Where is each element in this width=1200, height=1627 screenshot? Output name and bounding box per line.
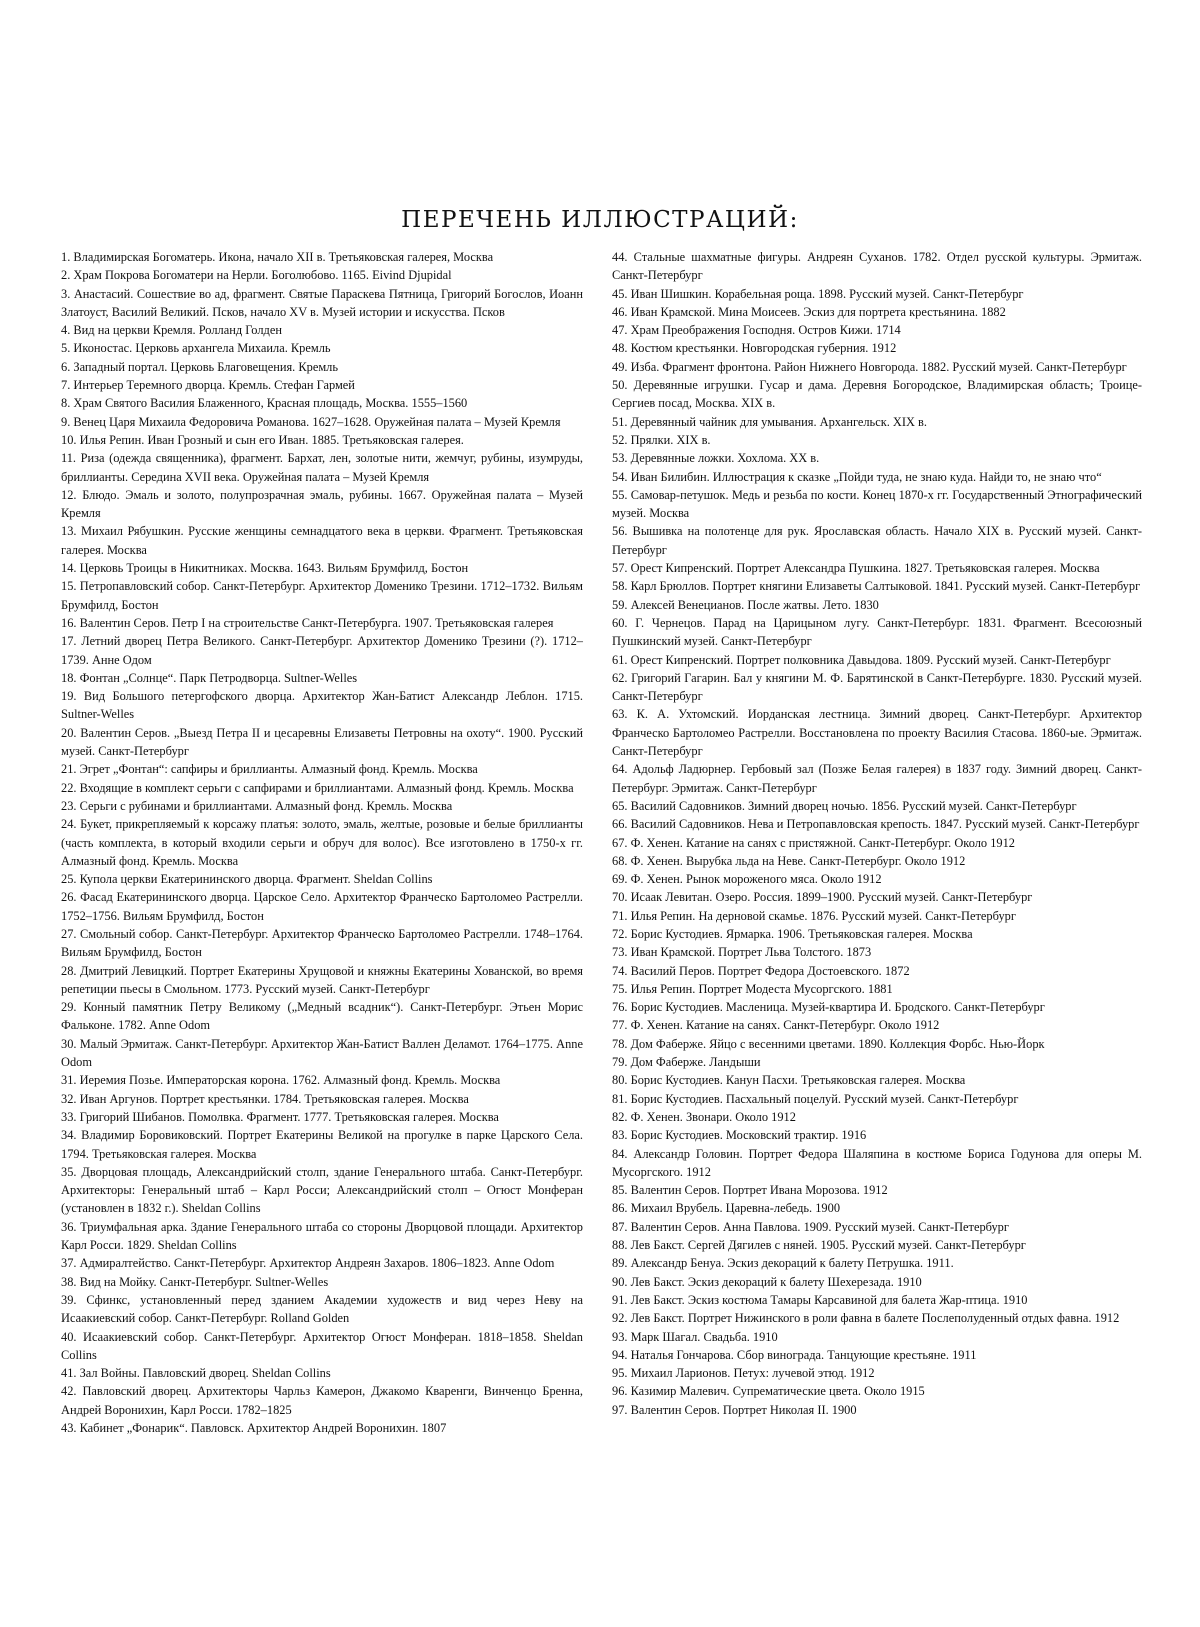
illustration-entry: 67. Ф. Хенен. Катание на санях с пристяжной. Санкт-Петербург. Около 1912 — [612, 835, 1015, 850]
illustration-entry: 13. Михаил Рябушкин. Русские женщины семнадцатого века в церкви. Фрагмент. Третьяковская галерея. Москва — [61, 524, 583, 557]
illustration-entry: 96. Казимир Малевич. Супрематические цвета. Около 1915 — [612, 1384, 925, 1399]
illustration-entry: 45. Иван Шишкин. Корабельная роща. 1898. Русский музей. Санкт-Петербург — [612, 286, 1024, 301]
illustration-entry: 3. Анастасий. Сошествие во ад, фрагмент. Святые Параскева Пятница, Григорий Богослов, Иоанн Златоуст, Василий Великий. Псков, начало XV в. Музей истории и искусства. Псков — [61, 286, 583, 319]
illustration-entry: 64. Адольф Ладюрнер. Гербовый зал (Позже Белая галерея) в 1837 году. Зимний дворец. Санкт-Петербург. Эрмитаж. Санкт-Петербург — [612, 762, 1142, 795]
illustration-entry: 15. Петропавловский собор. Санкт-Петербург. Архитектор Доменико Трезини. 1712–1732. Вильям Брумфилд, Бостон — [61, 579, 583, 612]
illustration-entry: 49. Изба. Фрагмент фронтона. Район Нижнего Новгорода. 1882. Русский музей. Санкт-Петербург — [612, 359, 1127, 374]
illustration-entry: 34. Владимир Боровиковский. Портрет Екатерины Великой на прогулке в парке Царского Села. 1794. Третьяковская галерея. Москва — [61, 1128, 583, 1161]
illustration-entry: 84. Александр Головин. Портрет Федора Шаляпина в костюме Бориса Годунова для оперы М. Мусоргского. 1912 — [612, 1146, 1142, 1179]
illustration-entry: 12. Блюдо. Эмаль и золото, полупрозрачная эмаль, рубины. 1667. Оружейная палата – Музей Кремля — [61, 487, 583, 521]
illustration-entry: 38. Вид на Мойку. Санкт-Петербург. Sultner-Welles — [61, 1274, 329, 1289]
illustration-entry: 37. Адмиралтейство. Санкт-Петербург. Архитектор Андреян Захаров. 1806–1823. Anne Odom — [61, 1256, 555, 1271]
illustration-entry: 2. Храм Покрова Богоматери на Нерли. Боголюбово. 1165. Eivind Djupidal — [61, 268, 452, 283]
illustration-entry: 31. Иеремия Позье. Императорская корона. 1762. Алмазный фонд. Кремль. Москва — [61, 1073, 501, 1088]
illustration-entry: 53. Деревянные ложки. Хохлома. XX в. — [612, 451, 820, 466]
illustration-entry: 94. Наталья Гончарова. Сбор винограда. Танцующие крестьяне. 1911 — [612, 1347, 977, 1362]
illustration-entry: 62. Григорий Гагарин. Бал у княгини М. Ф. Барятинской в Санкт-Петербурге. 1830. Русский музей. Санкт-Петербург — [612, 670, 1142, 704]
illustration-entry: 66. Василий Садовников. Нева и Петропавловская крепость. 1847. Русский музей. Санкт-Петербург — [612, 817, 1140, 832]
illustration-entry: 90. Лев Бакст. Эскиз декораций к балету Шехерезада. 1910 — [612, 1274, 922, 1289]
illustration-entry: 27. Смольный собор. Санкт-Петербург. Архитектор Франческо Бартоломео Растрелли. 1748–1764. Вильям Брумфилд, Бостон — [61, 926, 583, 960]
illustration-entry: 20. Валентин Серов. „Выезд Петра II и цесаревны Елизаветы Петровны на охоту“. 1900. Русский музей. Санкт-Петербург — [61, 725, 583, 759]
illustration-entry: 75. Илья Репин. Портрет Модеста Мусоргского. 1881 — [612, 981, 893, 996]
illustration-entry: 58. Карл Брюллов. Портрет княгини Елизаветы Салтыковой. 1841. Русский музей. Санкт-Петербург — [612, 579, 1141, 594]
illustration-entry: 47. Храм Преображения Господня. Остров Кижи. 1714 — [612, 323, 901, 338]
illustration-entry: 10. Илья Репин. Иван Грозный и сын его Иван. 1885. Третьяковская галерея. — [61, 432, 464, 447]
illustration-entry: 85. Валентин Серов. Портрет Ивана Морозова. 1912 — [612, 1183, 888, 1198]
illustration-entry: 57. Орест Кипренский. Портрет Александра Пушкина. 1827. Третьяковская галерея. Москва — [612, 561, 1100, 576]
illustration-entry: 76. Борис Кустодиев. Масленица. Музей-квартира И. Бродского. Санкт-Петербург — [612, 1000, 1045, 1015]
illustration-entry: 91. Лев Бакст. Эскиз костюма Тамары Карсавиной для балета Жар-птица. 1910 — [612, 1292, 1028, 1307]
page-title: ПЕРЕЧЕНЬ ИЛЛЮСТРАЦИЙ: — [401, 207, 799, 234]
illustration-entry: 40. Исаакиевский собор. Санкт-Петербург. Архитектор Огюст Монферан. 1818–1858. Sheldan Collins — [61, 1329, 583, 1362]
illustration-entry: 50. Деревянные игрушки. Гусар и дама. Деревня Богородское, Владимирская область; Троице-Сергиев посад, Москва. XIX в. — [612, 378, 1142, 411]
illustration-entry: 25. Купола церкви Екатерининского дворца. Фрагмент. Sheldan Collins — [61, 872, 433, 887]
illustration-entry: 28. Дмитрий Левицкий. Портрет Екатерины Хрущовой и княжны Екатерины Хованской, во время репетиции пьесы в Смольном. 1773. Русский музей. Санкт-Петербург — [61, 963, 583, 996]
illustration-entry: 23. Серьги с рубинами и бриллиантами. Алмазный фонд. Кремль. Москва — [61, 798, 453, 813]
illustration-entry: 86. Михаил Врубель. Царевна-лебедь. 1900 — [612, 1201, 841, 1216]
illustration-entry: 83. Борис Кустодиев. Московский трактир. 1916 — [612, 1128, 867, 1143]
illustration-entry: 93. Марк Шагал. Свадьба. 1910 — [612, 1329, 778, 1344]
illustration-entry: 7. Интерьер Теремного дворца. Кремль. Стефан Гармей — [61, 378, 355, 393]
illustration-entry: 87. Валентин Серов. Анна Павлова. 1909. Русский музей. Санкт-Петербург — [612, 1219, 1009, 1234]
illustration-entry: 65. Василий Садовников. Зимний дворец ночью. 1856. Русский музей. Санкт-Петербург — [612, 798, 1077, 813]
illustration-entry: 26. Фасад Екатерининского дворца. Царское Село. Архитектор Франческо Бартоломео Растрелли. 1752–1756. Вильям Брумфилд, Бостон — [61, 890, 583, 923]
illustration-entry: 56. Вышивка на полотенце для рук. Ярославская область. Начало XIX в. Русский музей. Санкт-Петербург — [612, 524, 1142, 557]
illustration-entry: 48. Костюм крестьянки. Новгородская губерния. 1912 — [612, 341, 897, 356]
illustration-entry: 52. Прялки. XIX в. — [612, 432, 711, 447]
illustration-entry: 55. Самовар-петушок. Медь и резьба по кости. Конец 1870-х гг. Государственный Этнографический музей. Москва — [612, 487, 1142, 521]
illustration-entry: 41. Зал Войны. Павловский дворец. Sheldan Collins — [61, 1366, 331, 1381]
illustrations-list-left — [61, 248, 583, 1437]
illustration-entry: 95. Михаил Ларионов. Петух: лучевой этюд. 1912 — [612, 1366, 875, 1381]
illustration-entry: 39. Сфинкс, установленный перед зданием Академии художеств и вид через Неву на Исаакиевский собор. Санкт-Петербург. Rolland Golden — [61, 1292, 583, 1326]
illustration-entry: 44. Стальные шахматные фигуры. Андреян Суханов. 1782. Отдел русской культуры. Эрмитаж. Санкт-Петербург — [612, 250, 1142, 283]
illustration-entry: 71. Илья Репин. На дерновой скамье. 1876. Русский музей. Санкт-Петербург — [612, 908, 1016, 923]
illustration-entry: 5. Иконостас. Церковь архангела Михаила. Кремль — [61, 341, 331, 356]
illustration-entry: 35. Дворцовая площадь, Александрийский столп, здание Генерального штаба. Санкт-Петербург. Архитекторы: Генеральный штаб – Карл Росси; Александрийский столп – Огюст Монферан (установлен в 1832 г.). Sheldan Collins — [61, 1164, 583, 1216]
illustration-entry: 77. Ф. Хенен. Катание на санях. Санкт-Петербург. Около 1912 — [612, 1018, 940, 1033]
illustration-entry: 22. Входящие в комплект серьги с сапфирами и бриллиантами. Алмазный фонд. Кремль. Москва — [61, 780, 574, 795]
illustration-entry: 60. Г. Чернецов. Парад на Царицыном лугу. Санкт-Петербург. 1831. Фрагмент. Всесоюзный Пушкинский музей. Санкт-Петербург — [612, 615, 1142, 649]
illustration-entry: 4. Вид на церкви Кремля. Ролланд Голден — [61, 323, 282, 338]
illustration-entry: 21. Эгрет „Фонтан“: сапфиры и бриллианты. Алмазный фонд. Кремль. Москва — [61, 762, 478, 777]
illustration-entry: 29. Конный памятник Петру Великому („Медный всадник“). Санкт-Петербург. Этьен Морис Фальконе. 1782. Anne Odom — [61, 1000, 583, 1033]
illustration-entry: 82. Ф. Хенен. Звонари. Около 1912 — [612, 1109, 796, 1124]
illustration-entry: 1. Владимирская Богоматерь. Икона, начало XII в. Третьяковская галерея, Москва — [61, 250, 494, 264]
illustration-entry: 14. Церковь Троицы в Никитниках. Москва. 1643. Вильям Брумфилд, Бостон — [61, 561, 469, 576]
illustration-entry: 69. Ф. Хенен. Рынок мороженого мяса. Около 1912 — [612, 872, 882, 887]
illustration-entry: 19. Вид Большого петергофского дворца. Архитектор Жан-Батист Александр Леблон. 1715. Sultner-Welles — [61, 689, 583, 722]
illustration-entry: 59. Алексей Венецианов. После жатвы. Лето. 1830 — [612, 597, 879, 612]
illustration-entry: 73. Иван Крамской. Портрет Льва Толстого. 1873 — [612, 945, 872, 960]
illustration-entry: 9. Венец Царя Михаила Федоровича Романова. 1627–1628. Оружейная палата – Музей Кремля — [61, 414, 561, 429]
illustration-entry: 46. Иван Крамской. Мина Моисеев. Эскиз для портрета крестьянина. 1882 — [612, 304, 1006, 319]
illustration-entry: 92. Лев Бакст. Портрет Нижинского в роли фавна в балете Послеполуденный отдых фавна. 1912 — [612, 1311, 1120, 1326]
illustration-entry: 80. Борис Кустодиев. Канун Пасхи. Третьяковская галерея. Москва — [612, 1073, 966, 1088]
illustration-entry: 11. Риза (одежда священника), фрагмент. Бархат, лен, золотые нити, жемчуг, рубины, изумруды, бриллианты. Середина XVII века. Оружейная палата – Музей Кремля — [61, 451, 583, 484]
illustration-entry: 36. Триумфальная арка. Здание Генерального штаба со стороны Дворцовой площади. Архитектор Карл Росси. 1829. Sheldan Collins — [61, 1219, 583, 1253]
illustration-entry: 24. Букет, прикрепляемый к корсажу платья: золото, эмаль, желтые, розовые и белые бриллианты (часть комплекта, в который входили серьги и обруч для волос). Все изготовлено в 1750-х гг. Алмазный фонд. Кремль. Москва — [61, 817, 583, 868]
illustration-entry: 17. Летний дворец Петра Великого. Санкт-Петербург. Архитектор Доменико Трезини (?). 1712–1739. Анне Одом — [61, 634, 583, 667]
illustration-entry: 63. К. А. Ухтомский. Иорданская лестница. Зимний дворец. Санкт-Петербург. Архитектор Франческо Бартоломео Растрелли. Восстановлена по проекту Василия Стасова. 1860-ые. Эрмитаж. Санкт-Петербург — [612, 707, 1142, 759]
illustration-entry: 32. Иван Аргунов. Портрет крестьянки. 1784. Третьяковская галерея. Москва — [61, 1091, 469, 1106]
illustrations-list-right — [612, 248, 1142, 1419]
illustration-entry: 72. Борис Кустодиев. Ярмарка. 1906. Третьяковская галерея. Москва — [612, 926, 973, 941]
illustration-entry: 97. Валентин Серов. Портрет Николая II. 1900 — [612, 1402, 857, 1417]
illustration-entry: 42. Павловский дворец. Архитекторы Чарльз Камерон, Джакомо Кваренги, Винченцо Бренна, Андрей Воронихин, Карл Росси. 1782–1825 — [61, 1384, 583, 1417]
illustration-entry: 33. Григорий Шибанов. Помолвка. Фрагмент. 1777. Третьяковская галерея. Москва — [61, 1109, 499, 1124]
illustration-entry: 61. Орест Кипренский. Портрет полковника Давыдова. 1809. Русский музей. Санкт-Петербург — [612, 652, 1111, 667]
illustration-entry: 51. Деревянный чайник для умывания. Архангельск. XIX в. — [612, 414, 927, 429]
illustration-entry: 88. Лев Бакст. Сергей Дягилев с няней. 1905. Русский музей. Санкт-Петербург — [612, 1238, 1026, 1253]
illustration-entry: 70. Исаак Левитан. Озеро. Россия. 1899–1900. Русский музей. Санкт-Петербург — [612, 890, 1033, 905]
illustration-entry: 16. Валентин Серов. Петр I на строительстве Санкт-Петербурга. 1907. Третьяковская галерея — [61, 615, 554, 630]
illustration-entry: 78. Дом Фаберже. Яйцо с весенними цветами. 1890. Коллекция Форбс. Нью-Йорк — [612, 1036, 1045, 1051]
illustration-entry: 8. Храм Святого Василия Блаженного, Красная площадь, Москва. 1555–1560 — [61, 396, 468, 411]
illustration-entry: 43. Кабинет „Фонарик“. Павловск. Архитектор Андрей Воронихин. 1807 — [61, 1421, 447, 1435]
illustration-entry: 74. Василий Перов. Портрет Федора Достоевского. 1872 — [612, 963, 910, 978]
illustration-entry: 89. Александр Бенуа. Эскиз декораций к балету Петрушка. 1911. — [612, 1256, 954, 1271]
illustration-entry: 81. Борис Кустодиев. Пасхальный поцелуй. Русский музей. Санкт-Петербург — [612, 1091, 1019, 1106]
illustration-entry: 30. Малый Эрмитаж. Санкт-Петербург. Архитектор Жан-Батист Валлен Деламот. 1764–1775. Anne Odom — [61, 1036, 583, 1070]
illustration-entry: 68. Ф. Хенен. Вырубка льда на Неве. Санкт-Петербург. Около 1912 — [612, 853, 966, 868]
illustration-entry: 6. Западный портал. Церковь Благовещения. Кремль — [61, 359, 339, 374]
illustration-entry: 18. Фонтан „Солнце“. Парк Петродворца. Sultner-Welles — [61, 670, 358, 685]
illustration-entry: 79. Дом Фаберже. Ландыши — [612, 1055, 761, 1070]
illustration-entry: 54. Иван Билибин. Иллюстрация к сказке „Пойди туда, не знаю куда. Найди то, не знаю что“ — [612, 469, 1102, 484]
